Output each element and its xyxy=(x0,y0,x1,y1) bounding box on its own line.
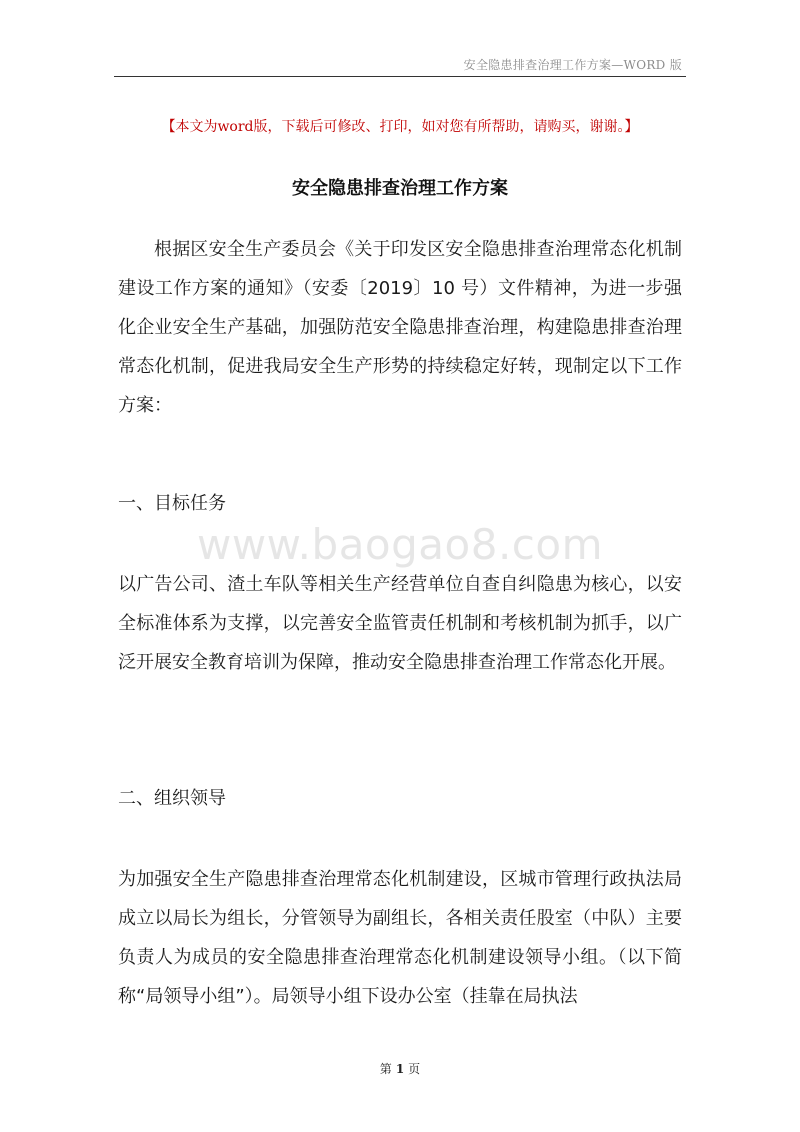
header-divider xyxy=(114,76,686,77)
watermark: www.baogao8.com xyxy=(196,520,603,569)
intro-paragraph: 根据区安全生产委员会《关于印发区安全隐患排查治理常态化机制建设工作方案的通知》（安委〔2019〕10 号）文件精神，为进一步强化企业安全生产基础，加强防范安全隐患排查治理，构建隐患排查治理常态化机制，促进我局安全生产形势的持续稳定好转，现制定以下工作方案： xyxy=(118,239,682,416)
document-title: 安全隐患排查治理工作方案 xyxy=(292,178,508,199)
page-footer xyxy=(0,1060,800,1077)
running-header: 安全隐患排查治理工作方案—WORD 版 xyxy=(463,58,682,72)
footer-suffix: 页 xyxy=(408,1062,421,1076)
section-heading-organization: 二、组织领导 xyxy=(118,788,226,809)
page-number: 1 xyxy=(395,1062,405,1076)
organization-paragraph: 为加强安全生产隐患排查治理常态化机制建设，区城市管理行政执法局成立以局长为组长，分管领导为副组长，各相关责任股室（中队）主要负责人为成员的安全隐患排查治理常态化机制建设领导小组。（以下简称“局领导小组”）。局领导小组下设办公室（挂靠在局执法 xyxy=(118,869,682,1007)
purchase-notice: 【本文为word版，下载后可修改、打印，如对您有所帮助，请购买，谢谢。】 xyxy=(161,119,639,135)
footer-prefix: 第 xyxy=(379,1062,392,1076)
section-heading-goals: 一、目标任务 xyxy=(118,493,226,514)
goals-paragraph: 以广告公司、渣土车队等相关生产经营单位自查自纠隐患为核心，以安全标准体系为支撑，以完善安全监管责任机制和考核机制为抓手，以广泛开展安全教育培训为保障，推动安全隐患排查治理工作常态化开展。 xyxy=(118,574,682,673)
